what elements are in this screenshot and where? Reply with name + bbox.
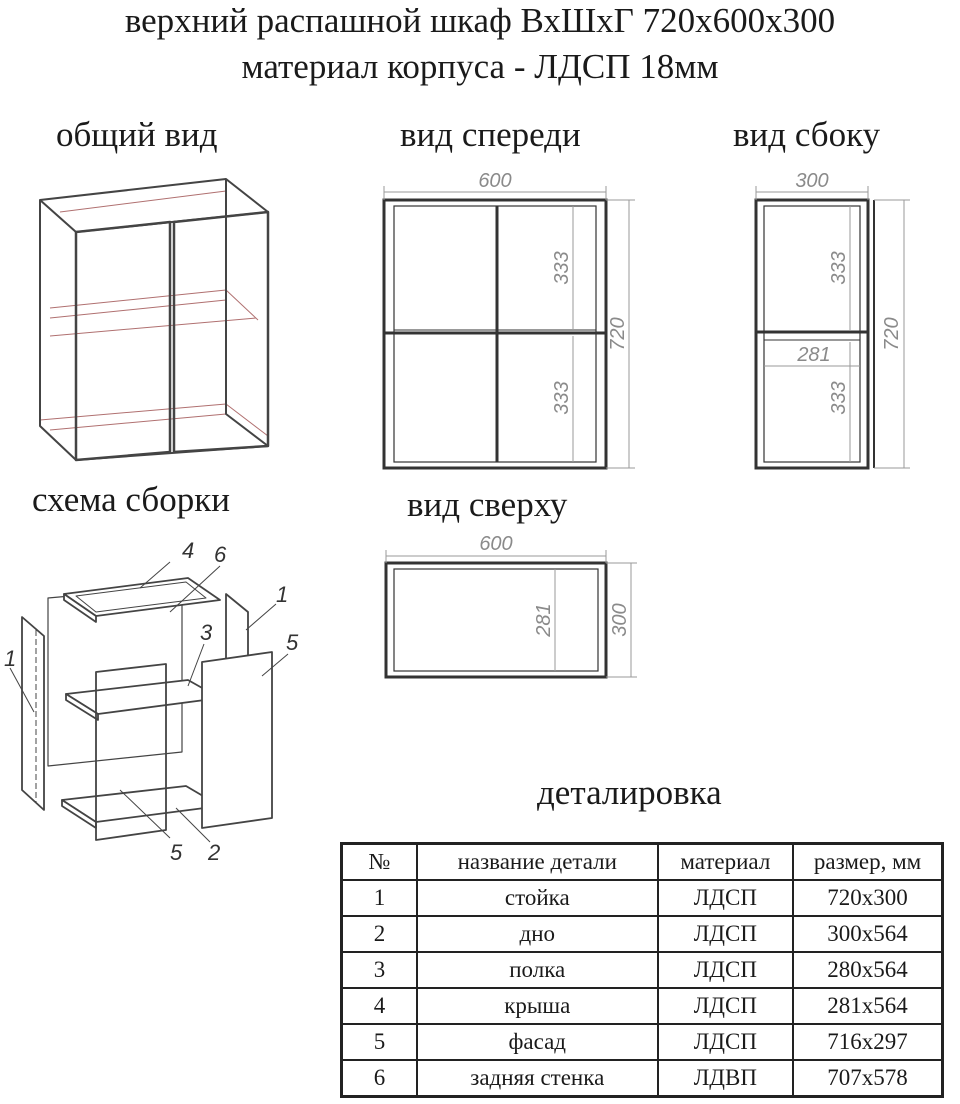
callout-5-right: 5 (286, 630, 299, 655)
row-number: 2 (342, 916, 418, 952)
row-number: 5 (342, 1024, 418, 1060)
row-number: 1 (342, 880, 418, 916)
exploded-assembly (22, 578, 272, 840)
callout-3: 3 (200, 620, 213, 645)
heading-general-view: общий вид (56, 115, 218, 154)
front-lower-dim: 333 (551, 381, 573, 415)
side-depth-dim: 300 (795, 170, 829, 192)
row-part-name: стойка (417, 880, 658, 916)
row-size: 707х578 (793, 1060, 942, 1097)
row-size: 300х564 (793, 916, 942, 952)
row-part-name: крыша (417, 988, 658, 1024)
row-part-name: фасад (417, 1024, 658, 1060)
callout-2: 2 (208, 840, 221, 865)
side-height-dim: 720 (881, 317, 903, 351)
row-size: 716х297 (793, 1024, 942, 1060)
callout-4: 4 (182, 538, 195, 563)
row-part-name: полка (417, 952, 658, 988)
callout-5-bottom: 5 (170, 840, 183, 865)
callout-6: 6 (214, 542, 227, 567)
table-row (342, 1024, 943, 1060)
top-view-drawing (386, 550, 637, 677)
table-row (342, 988, 943, 1024)
row-material: ЛДСП (658, 916, 794, 952)
side-shelf-dim: 281 (797, 344, 831, 366)
callout-1-right: 1 (276, 582, 289, 607)
row-number: 3 (342, 952, 418, 988)
row-material: ЛДСП (658, 880, 794, 916)
row-material: ЛДСП (658, 988, 794, 1024)
row-part-name: задняя стенка (417, 1060, 658, 1097)
drawing-subtitle: материал корпуса - ЛДСП 18мм (241, 47, 719, 86)
parts-table (340, 842, 944, 1098)
heading-side-view: вид сбоку (733, 115, 881, 154)
row-number: 6 (342, 1060, 418, 1097)
isometric-cabinet (40, 179, 268, 460)
row-size: 281х564 (793, 988, 942, 1024)
row-number: 4 (342, 988, 418, 1024)
row-material: ЛДСП (658, 952, 794, 988)
heading-parts-list: деталировка (537, 773, 722, 812)
drawing-title: верхний распашной шкаф ВхШхГ 720х600х300 (124, 1, 836, 40)
front-height-dim: 720 (607, 317, 629, 351)
table-header-row (342, 844, 943, 881)
row-size: 280х564 (793, 952, 942, 988)
heading-assembly: схема сборки (32, 480, 230, 519)
col-number: № (342, 844, 418, 881)
table-row (342, 1060, 943, 1097)
row-material: ЛДСП (658, 1024, 794, 1060)
col-size: размер, мм (793, 844, 942, 881)
front-upper-dim: 333 (551, 251, 573, 285)
front-width-dim: 600 (478, 170, 512, 192)
front-view-drawing (384, 186, 635, 468)
heading-top-view: вид сверху (407, 485, 568, 524)
top-inner-dim: 281 (533, 603, 555, 637)
table-row (342, 952, 943, 988)
row-material: ЛДВП (658, 1060, 794, 1097)
side-upper-dim: 333 (828, 251, 850, 285)
callout-1-left: 1 (4, 646, 17, 671)
table-row (342, 880, 943, 916)
top-depth-dim: 300 (609, 603, 631, 637)
top-width-dim: 600 (479, 533, 513, 555)
col-part-name: название детали (417, 844, 658, 881)
row-size: 720х300 (793, 880, 942, 916)
heading-front-view: вид спереди (400, 115, 581, 154)
side-lower-dim: 333 (828, 381, 850, 415)
table-row (342, 916, 943, 952)
col-material: материал (658, 844, 794, 881)
row-part-name: дно (417, 916, 658, 952)
